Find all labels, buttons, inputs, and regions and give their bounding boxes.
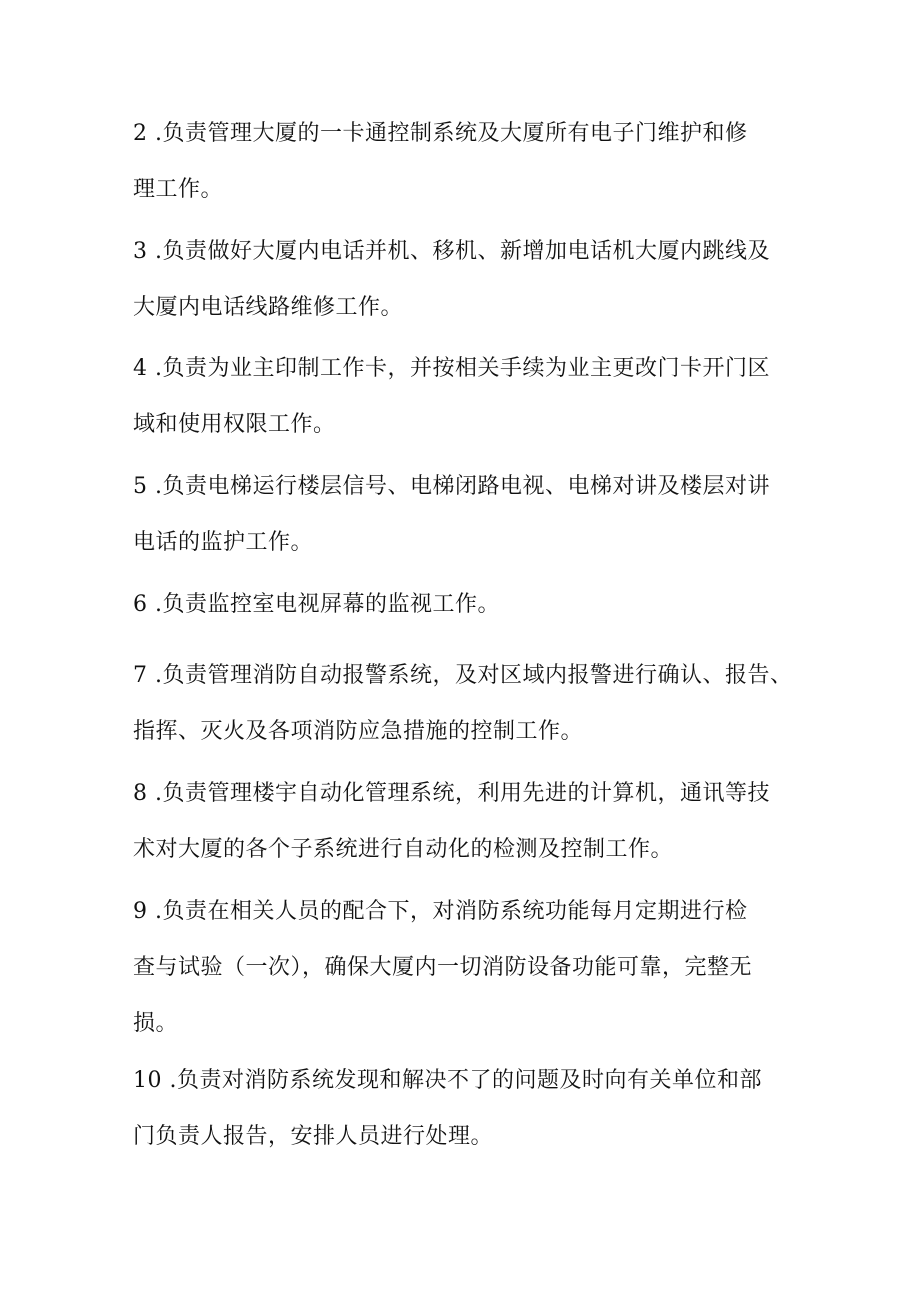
list-item — [133, 341, 793, 453]
paragraph-line: 7 .负责管理消防自动报警系统，及对区域内报警进行确认、报告、 — [133, 663, 793, 688]
paragraph-line: 8 .负责管理楼宇自动化管理系统，利用先进的计算机，通讯等技 — [133, 781, 770, 806]
paragraph-line: 损。 — [133, 1011, 179, 1036]
list-item — [133, 577, 793, 633]
paragraph-line: 指挥、灭火及各项消防应急措施的控制工作。 — [133, 719, 584, 744]
paragraph-line: 6 .负责监控室电视屏幕的监视工作。 — [133, 592, 500, 617]
paragraph-line: 理工作。 — [133, 177, 224, 202]
list-item — [133, 648, 793, 760]
list-item — [133, 459, 793, 571]
list-item — [133, 1053, 793, 1165]
list-item — [133, 224, 793, 336]
paragraph-line: 3 .负责做好大厦内电话并机、移机、新增加电话机大厦内跳线及 — [133, 239, 770, 264]
paragraph-line: 2 .负责管理大厦的一卡通控制系统及大厦所有电子门维护和修 — [133, 121, 748, 146]
list-item — [133, 106, 793, 218]
paragraph-line: 5 .负责电梯运行楼层信号、电梯闭路电视、电梯对讲及楼层对讲 — [133, 474, 770, 499]
paragraph-line: 大厦内电话线路维修工作。 — [133, 295, 404, 320]
paragraph-line: 10 .负责对消防系统发现和解决不了的问题及时向有关单位和部 — [133, 1068, 762, 1093]
list-item — [133, 766, 793, 878]
list-item — [133, 884, 793, 1052]
paragraph-line: 电话的监护工作。 — [133, 530, 314, 555]
paragraph-line: 4 .负责为业主印制工作卡，并按相关手续为业主更改门卡开门区 — [133, 356, 770, 381]
paragraph-line: 门负责人报告，安排人员进行处理。 — [133, 1124, 494, 1149]
paragraph-line: 查与试验（一次），确保大厦内一切消防设备功能可靠，完整无 — [133, 955, 753, 980]
paragraph-line: 域和使用权限工作。 — [133, 412, 336, 437]
paragraph-line: 术对大厦的各个子系统进行自动化的检测及控制工作。 — [133, 837, 674, 862]
paragraph-line: 9 .负责在相关人员的配合下，对消防系统功能每月定期进行检 — [133, 899, 748, 924]
